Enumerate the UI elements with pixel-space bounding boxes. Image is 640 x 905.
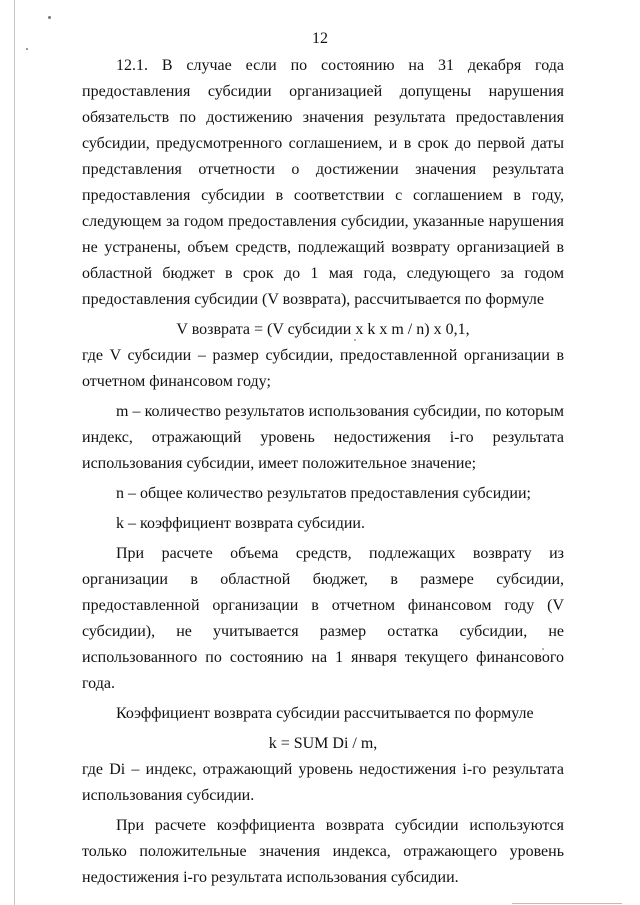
- paragraph-calculation-note: При расчете объема средств, подлежащих возврату из организации в областной бюджет, в размере субсидии, предоставленной организации в отчетном финансовом году (V субсидии), не учитывается размер остатка субсидии, не использованного по состоянию на 1 января текущего финансового года.: [82, 545, 564, 692]
- scan-dust-mark: [26, 48, 28, 50]
- scan-bottom-edge: [512, 903, 622, 904]
- paragraph-n-definition: n – общее количество результатов предоставления субсидии;: [116, 485, 531, 502]
- page-number: 12: [312, 30, 328, 47]
- formula-v-return: V возврата = (V субсидии x k x m / n) x 0,1,: [176, 321, 470, 338]
- paragraph-v-subsidy-definition: где V субсидии – размер субсидии, предоставленной организации в отчетном финансовом году;: [82, 347, 564, 390]
- paragraph-positive-values-note: При расчете коэффициента возврата субсидии используются только положительные значения индекса, отражающего уровень недостижения i-го результата использования субсидии.: [82, 817, 564, 886]
- paragraph-coefficient-intro: Коэффициент возврата субсидии рассчитывается по формуле: [116, 705, 534, 722]
- document-body: [82, 53, 564, 891]
- paragraph-m-definition: m – количество результатов использования субсидии, по которым индекс, отражающий уровень недостижения i-го результата использования субсидии, имеет положительное значение;: [82, 403, 564, 472]
- scan-dust-mark: [48, 16, 51, 19]
- formula-k: k = SUM Di / m,: [268, 735, 378, 752]
- paragraph-di-definition: где Di – индекс, отражающий уровень недостижения i-го результата использования субсидии.: [82, 761, 564, 804]
- paragraph-12-1: 12.1. В случае если по состоянию на 31 декабря года предоставления субсидии организацией допущены нарушения обязательств по достижению значения результата предоставления субсидии, предусмотренного соглашением, и в срок до первой даты представления отчетности о достижении значения результата предоставления субсидии в соответствии с соглашением в году, следующем за годом предоставления субсидии, указанные нарушения не устранены, объем средств, подлежащий возврату организацией в областной бюджет в срок до 1 мая года, следующего за годом предоставления субсидии (V возврата), рассчитывается по формуле: [82, 57, 564, 308]
- paragraph-k-definition: k – коэффициент возврата субсидии.: [116, 515, 365, 532]
- scan-left-edge: [14, 0, 15, 905]
